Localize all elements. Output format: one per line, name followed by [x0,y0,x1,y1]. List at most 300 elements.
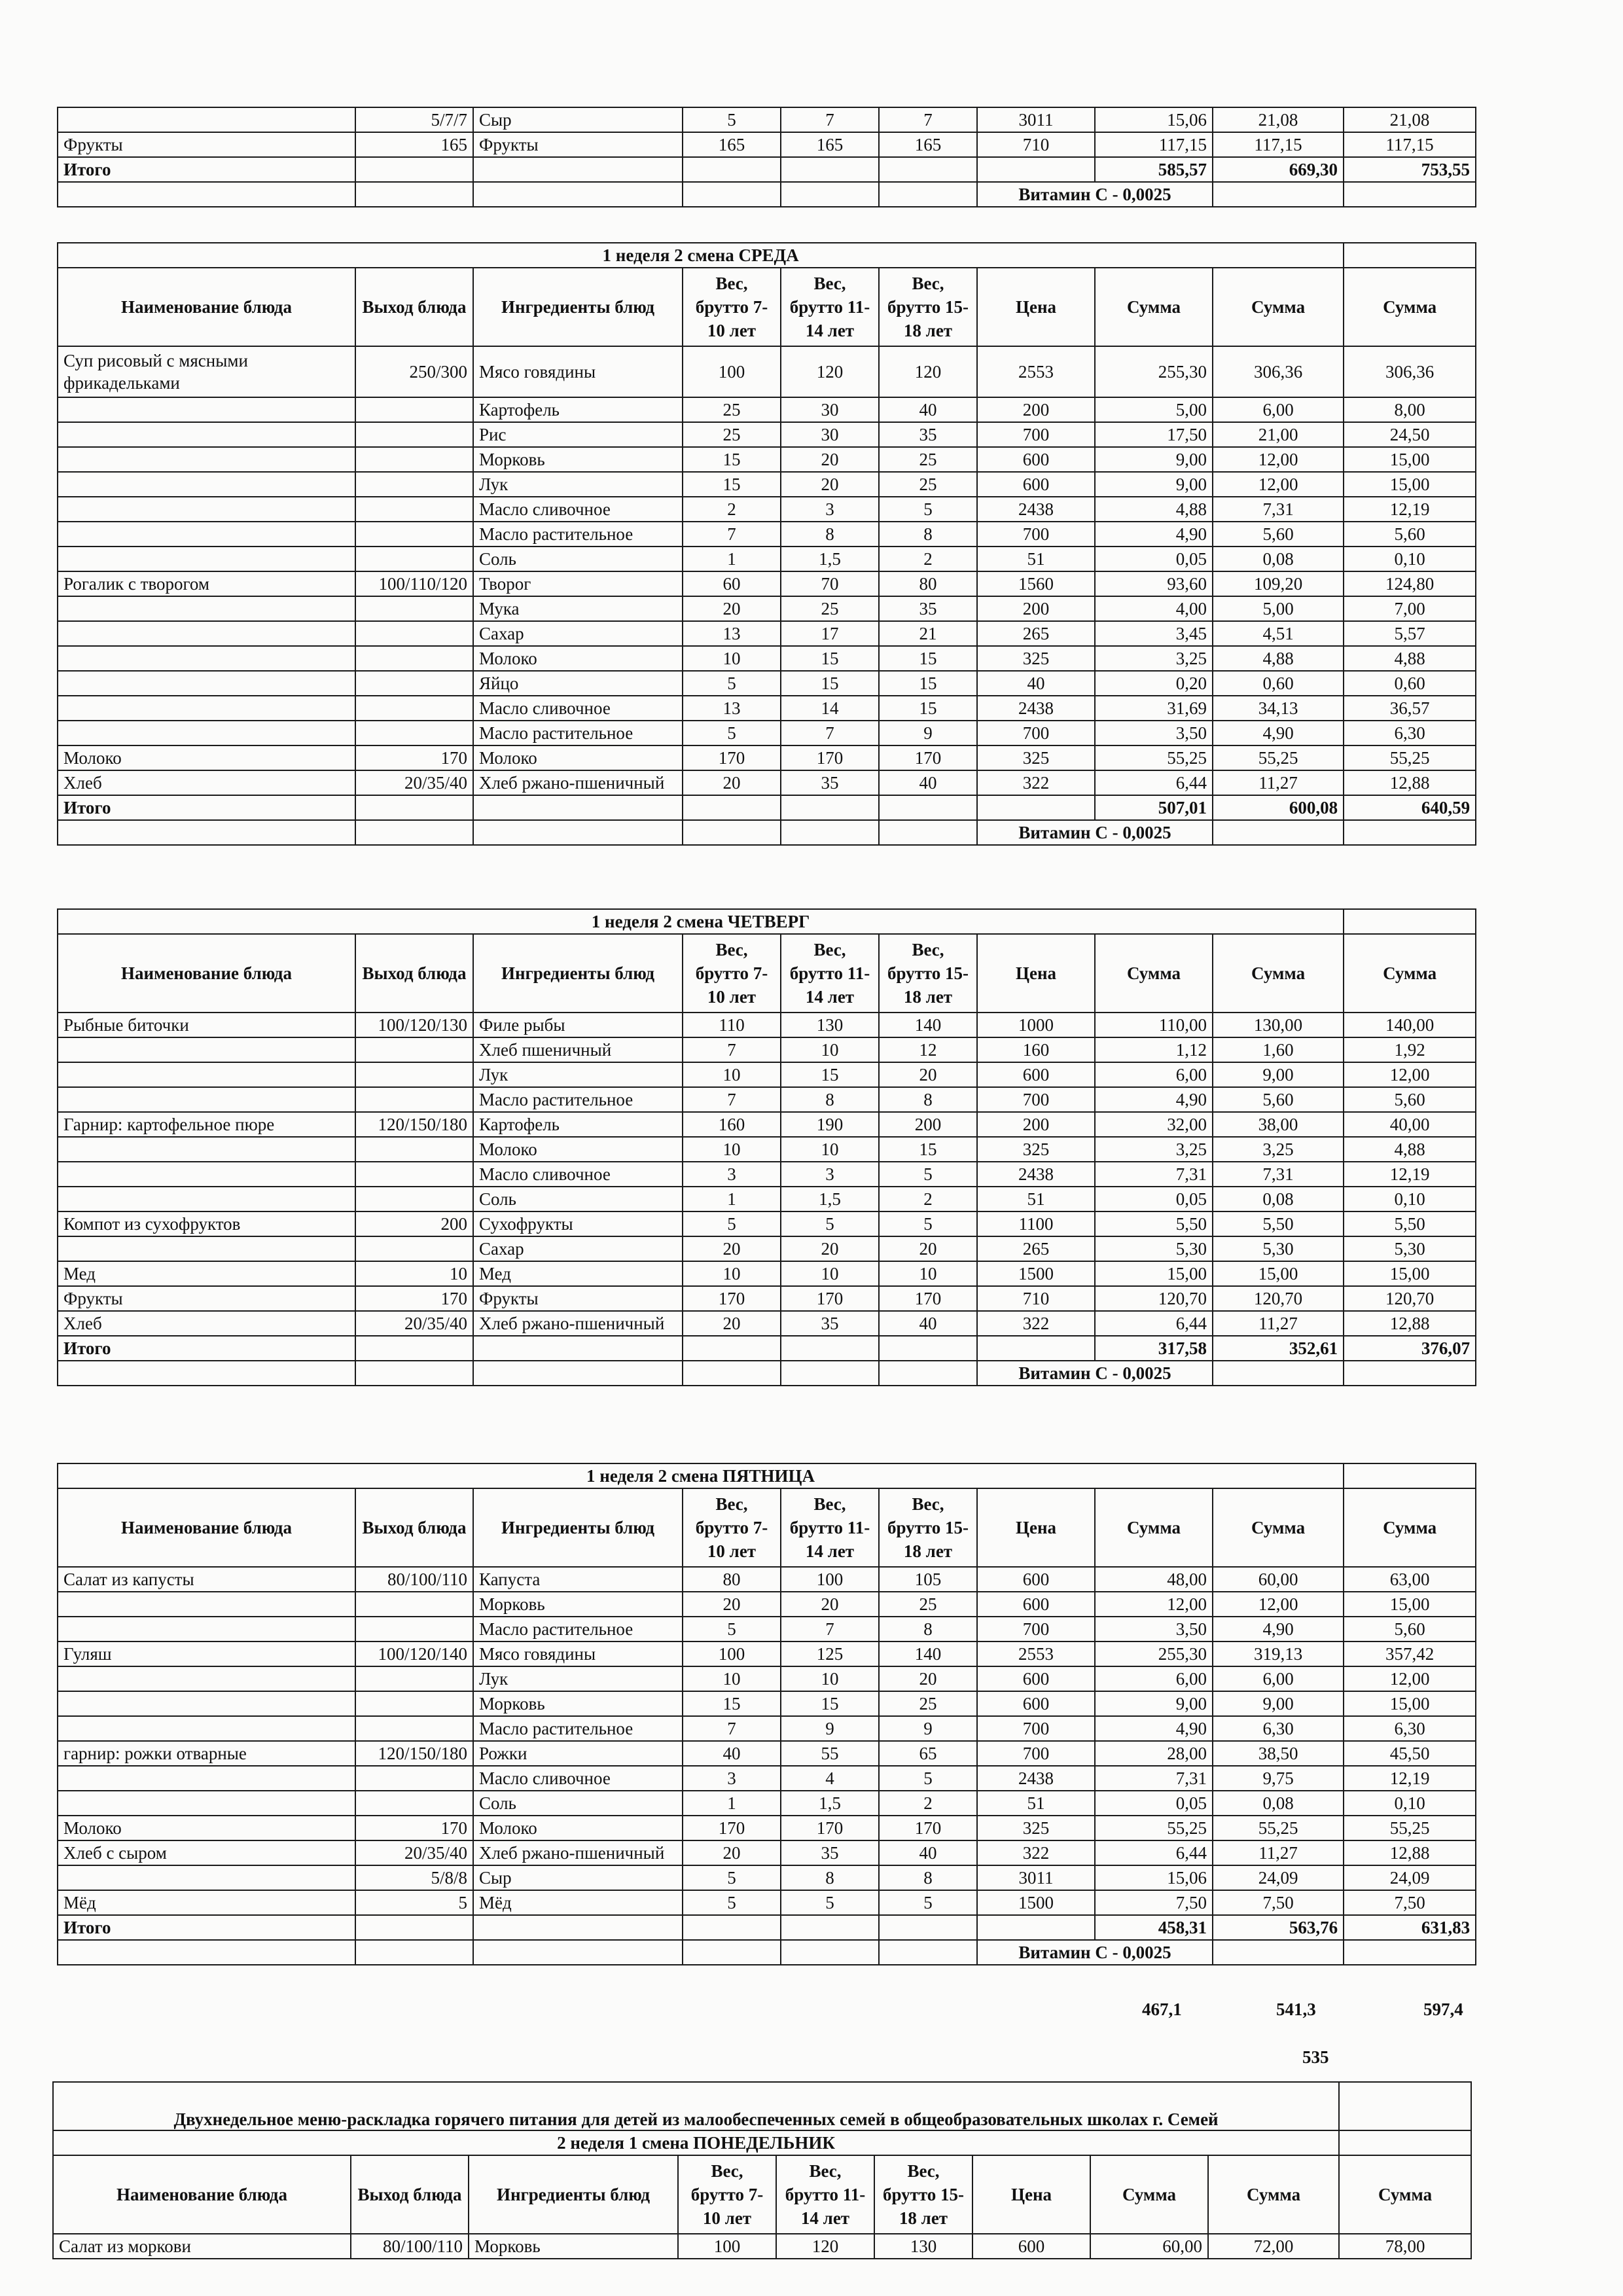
cell-weight-15-18: 40 [879,397,977,422]
cell-sum-3: 8,00 [1344,397,1476,422]
cell-price: 1000 [977,1013,1095,1037]
table-row [58,1236,1476,1261]
cell-sum-3: 5,30 [1344,1236,1476,1261]
total-label: Итого [58,1336,355,1361]
cell-sum-1: 3,25 [1095,1137,1213,1162]
table-row [58,1592,1476,1617]
top-rows [58,107,1476,157]
cell-weight-11-14: 8 [781,1865,879,1890]
cell-sum-1: 4,88 [1095,497,1213,522]
cell-price: 325 [977,1137,1095,1162]
cell-sum-3: 5,60 [1344,1087,1476,1112]
header-sum-2: Сумма [1208,2155,1339,2234]
cell-sum-2: 5,60 [1213,522,1344,547]
cell-weight-11-14: 190 [781,1112,879,1137]
cell-price: 200 [977,596,1095,621]
cell-price: 51 [977,1791,1095,1816]
table-row [58,1691,1476,1716]
cell-yield [355,1062,473,1087]
cell-ingredient: Масло сливочное [473,696,683,721]
cell-sum-1: 55,25 [1095,1816,1213,1840]
stray-total-2: 541,3 [1276,2000,1316,2019]
cell-sum-1: 5,50 [1095,1211,1213,1236]
table-row [58,646,1476,671]
table-row [58,1286,1476,1311]
cell-sum-3: 140,00 [1344,1013,1476,1037]
cell-weight-7-10: 10 [683,1062,781,1087]
cell-weight-11-14: 120 [781,346,879,397]
thursday-section [57,908,1475,1386]
cell-weight-15-18: 40 [879,1840,977,1865]
cell-yield: 80/100/110 [355,1567,473,1592]
cell-price: 325 [977,1816,1095,1840]
total-row [58,1915,1476,1940]
cell-sum-3: 12,19 [1344,497,1476,522]
cell-dish-name [58,646,355,671]
cell-yield: 170 [355,745,473,770]
cell-weight-7-10: 10 [683,1261,781,1286]
cell-ingredient: Мясо говядины [473,1641,683,1666]
cell-sum-1: 0,05 [1095,547,1213,571]
cell-sum-1: 120,70 [1095,1286,1213,1311]
cell-sum-2: 9,75 [1213,1766,1344,1791]
cell-yield [355,447,473,472]
cell-dish-name: Салат из моркови [53,2234,351,2259]
cell-weight-15-18: 20 [879,1062,977,1087]
cell-sum-3: 4,88 [1344,646,1476,671]
cell-dish-name [58,1236,355,1261]
table-row [58,1617,1476,1641]
menu-heading: Двухнедельное меню-раскладка горячего питания для детей из малообеспеченных семей в общеобразовательных школах г. Семей [53,2082,1339,2130]
cell-sum-3: 5,60 [1344,522,1476,547]
cell-sum-1: 15,06 [1095,1865,1213,1890]
cell-sum-3: 78,00 [1339,2234,1471,2259]
day-title: 1 неделя 2 смена СРЕДА [58,243,1344,268]
cell-price: 3011 [977,1865,1095,1890]
cell-sum-3: 6,30 [1344,721,1476,745]
table-row [58,1013,1476,1037]
cell-weight-7-10: 5 [683,1617,781,1641]
cell-ingredient: Соль [473,547,683,571]
cell-weight-11-14: 25 [781,596,879,621]
cell-ingredient: Морковь [473,1592,683,1617]
cell-weight-15-18: 20 [879,1666,977,1691]
table-row [58,522,1476,547]
cell-sum-2: 38,00 [1213,1112,1344,1137]
cell-dish-name: Молоко [58,1816,355,1840]
cell-price: 265 [977,1236,1095,1261]
table-row [58,1816,1476,1840]
cell-dish-name: Гуляш [58,1641,355,1666]
cell-weight-15-18: 8 [879,1865,977,1890]
cell-yield: 20/35/40 [355,1311,473,1336]
cell-ingredient: Морковь [469,2234,678,2259]
cell-sum-2: 6,30 [1213,1716,1344,1741]
vitamin-row [58,182,1476,207]
cell-dish-name [58,547,355,571]
cell-yield: 250/300 [355,346,473,397]
cell-price: 600 [977,1567,1095,1592]
cell-ingredient: Молоко [473,1137,683,1162]
cell-ingredient: Масло сливочное [473,497,683,522]
day-title-row [58,909,1476,934]
cell-weight-11-14: 15 [781,1691,879,1716]
cell-sum-3: 120,70 [1344,1286,1476,1311]
cell-sum-1: 5,30 [1095,1236,1213,1261]
cell-price: 265 [977,621,1095,646]
header-weight-7-10: Вес, брутто 7-10 лет [678,2155,776,2234]
table-row [58,1840,1476,1865]
cell-weight-7-10: 13 [683,696,781,721]
cell-weight-11-14: 3 [781,497,879,522]
cell-yield [355,1691,473,1716]
cell-weight-7-10: 60 [683,571,781,596]
table-row [58,1087,1476,1112]
header-weight-15-18: Вес, брутто 15-18 лет [879,1488,977,1567]
cell-weight-15-18: 2 [879,1187,977,1211]
header-sum-1: Сумма [1095,1488,1213,1567]
cell-weight-11-14: 15 [781,671,879,696]
table-row [58,1567,1476,1592]
cell-sum-1: 5,00 [1095,397,1213,422]
table-row [58,671,1476,696]
cell-sum-1: 4,90 [1095,522,1213,547]
cell-ingredient: Сахар [473,621,683,646]
cell-weight-15-18: 5 [879,1766,977,1791]
table-row [58,346,1476,397]
cell-weight-15-18: 8 [879,522,977,547]
wednesday-section [57,242,1475,846]
wednesday-rows [58,346,1476,795]
menu-heading-row [53,2082,1471,2130]
table-row [58,1791,1476,1816]
table-row [58,1112,1476,1137]
cell-ingredient: Картофель [473,397,683,422]
cell-weight-7-10: 15 [683,472,781,497]
table-row [58,447,1476,472]
cell-sum-2: 0,08 [1213,1187,1344,1211]
table-row [58,1311,1476,1336]
cell-sum-3: 24,50 [1344,422,1476,447]
header-sum-1: Сумма [1095,934,1213,1013]
cell-weight-11-14: 9 [781,1716,879,1741]
cell-sum-1: 12,00 [1095,1592,1213,1617]
header-weight-15-18: Вес, брутто 15-18 лет [879,268,977,346]
cell-yield: 170 [355,1816,473,1840]
cell-weight-7-10: 20 [683,1840,781,1865]
cell-dish-name [58,1592,355,1617]
cell-weight-15-18: 25 [879,1691,977,1716]
cell-ingredient: Морковь [473,1691,683,1716]
cell-yield: 165 [355,132,473,157]
cell-weight-15-18: 35 [879,596,977,621]
cell-weight-15-18: 25 [879,472,977,497]
cell-dish-name [58,1137,355,1162]
cell-sum-2: 117,15 [1213,132,1344,157]
cell-yield: 80/100/110 [351,2234,469,2259]
table-row [58,696,1476,721]
cell-weight-11-14: 10 [781,1261,879,1286]
cell-sum-1: 3,50 [1095,1617,1213,1641]
cell-sum-2: 4,90 [1213,721,1344,745]
cell-sum-3: 7,50 [1344,1890,1476,1915]
cell-sum-2: 4,90 [1213,1617,1344,1641]
cell-weight-11-14: 10 [781,1037,879,1062]
cell-sum-1: 32,00 [1095,1112,1213,1137]
table-row [58,422,1476,447]
cell-weight-15-18: 170 [879,1816,977,1840]
cell-ingredient: Лук [473,1062,683,1087]
cell-sum-1: 9,00 [1095,447,1213,472]
cell-weight-11-14: 100 [781,1567,879,1592]
cell-weight-7-10: 25 [683,397,781,422]
cell-yield [355,1037,473,1062]
cell-dish-name: гарнир: рожки отварные [58,1741,355,1766]
cell-sum-2: 11,27 [1213,770,1344,795]
table-row [58,571,1476,596]
cell-weight-15-18: 5 [879,1211,977,1236]
vitamin-label: Витамин С - 0,0025 [977,1361,1213,1386]
cell-weight-15-18: 165 [879,132,977,157]
cell-yield: 120/150/180 [355,1112,473,1137]
cell-dish-name [58,621,355,646]
cell-sum-1: 4,00 [1095,596,1213,621]
cell-sum-2: 24,09 [1213,1865,1344,1890]
vitamin-row [58,820,1476,845]
cell-ingredient: Фрукты [473,1286,683,1311]
cell-sum-1: 4,90 [1095,1716,1213,1741]
cell-yield [355,621,473,646]
cell-yield [355,472,473,497]
cell-sum-1: 93,60 [1095,571,1213,596]
cell-weight-11-14: 4 [781,1766,879,1791]
cell-weight-15-18: 20 [879,1236,977,1261]
cell-sum-2: 5,60 [1213,1087,1344,1112]
cell-price: 700 [977,1087,1095,1112]
cell-sum-2: 120,70 [1213,1286,1344,1311]
cell-dish-name [58,1865,355,1890]
cell-weight-7-10: 15 [683,1691,781,1716]
cell-weight-11-14: 20 [781,472,879,497]
header-yield: Выход блюда [355,934,473,1013]
cell-price: 1560 [977,571,1095,596]
cell-weight-7-10: 25 [683,422,781,447]
cell-sum-3: 0,10 [1344,547,1476,571]
table-row [58,1187,1476,1211]
cell-sum-2: 6,00 [1213,1666,1344,1691]
cell-price: 51 [977,1187,1095,1211]
cell-sum-3: 5,50 [1344,1211,1476,1236]
cell-price: 600 [977,1666,1095,1691]
cell-weight-7-10: 5 [683,1211,781,1236]
cell-weight-7-10: 80 [683,1567,781,1592]
stray-total-1: 467,1 [1142,2000,1182,2019]
cell-ingredient: Творог [473,571,683,596]
cell-sum-3: 1,92 [1344,1037,1476,1062]
cell-weight-11-14: 20 [781,1592,879,1617]
total-row [58,1336,1476,1361]
cell-sum-2: 1,60 [1213,1037,1344,1062]
cell-sum-1: 31,69 [1095,696,1213,721]
cell-weight-7-10: 1 [683,547,781,571]
cell-weight-15-18: 15 [879,671,977,696]
header-sum-1: Сумма [1095,268,1213,346]
day-title-row [53,2130,1471,2155]
cell-sum-2: 60,00 [1213,1567,1344,1592]
cell-ingredient: Мука [473,596,683,621]
cell-price: 2438 [977,696,1095,721]
cell-dish-name [58,1791,355,1816]
cell-sum-1: 17,50 [1095,422,1213,447]
cell-sum-3: 0,60 [1344,671,1476,696]
cell-weight-7-10: 20 [683,770,781,795]
cell-sum-1: 48,00 [1095,1567,1213,1592]
cell-sum-3: 15,00 [1344,447,1476,472]
header-ingredients: Ингредиенты блюд [473,934,683,1013]
cell-sum-1: 3,50 [1095,721,1213,745]
cell-dish-name [58,1187,355,1211]
cell-sum-2: 7,31 [1213,497,1344,522]
cell-weight-15-18: 25 [879,1592,977,1617]
cell-sum-1: 3,45 [1095,621,1213,646]
cell-weight-11-14: 35 [781,770,879,795]
cell-weight-15-18: 2 [879,1791,977,1816]
cell-sum-1: 3,25 [1095,646,1213,671]
cell-sum-3: 12,19 [1344,1162,1476,1187]
cell-ingredient: Масло сливочное [473,1766,683,1791]
cell-dish-name: Мед [58,1261,355,1286]
cell-ingredient: Яйцо [473,671,683,696]
cell-sum-1: 255,30 [1095,346,1213,397]
cell-sum-3: 36,57 [1344,696,1476,721]
cell-weight-15-18: 65 [879,1741,977,1766]
cell-ingredient: Масло растительное [473,1716,683,1741]
cell-weight-15-18: 10 [879,1261,977,1286]
cell-ingredient: Сухофрукты [473,1211,683,1236]
cell-price: 600 [977,447,1095,472]
cell-weight-11-14: 5 [781,1890,879,1915]
header-row [58,1488,1476,1567]
cell-price: 160 [977,1037,1095,1062]
cell-sum-2: 55,25 [1213,745,1344,770]
cell-ingredient: Сыр [473,1865,683,1890]
cell-sum-3: 0,10 [1344,1791,1476,1816]
header-row [58,934,1476,1013]
cell-yield [355,1617,473,1641]
cell-ingredient: Молоко [473,745,683,770]
cell-ingredient: Масло сливочное [473,1162,683,1187]
cell-weight-7-10: 20 [683,1311,781,1336]
table-row [58,1865,1476,1890]
cell-weight-11-14: 7 [781,721,879,745]
cell-sum-3: 12,88 [1344,1840,1476,1865]
cell-weight-7-10: 3 [683,1162,781,1187]
cell-ingredient: Масло растительное [473,1617,683,1641]
day-title-row [58,243,1476,268]
cell-weight-15-18: 5 [879,497,977,522]
cell-dish-name: Хлеб [58,770,355,795]
cell-price: 700 [977,522,1095,547]
cell-weight-11-14: 8 [781,1087,879,1112]
header-yield: Выход блюда [355,268,473,346]
cell-weight-11-14: 8 [781,522,879,547]
cell-sum-2: 4,51 [1213,621,1344,646]
header-sum-2: Сумма [1213,1488,1344,1567]
cell-yield: 100/120/130 [355,1013,473,1037]
table-row [58,1741,1476,1766]
cell-yield [355,646,473,671]
cell-weight-11-14: 120 [776,2234,874,2259]
header-sum-3: Сумма [1344,934,1476,1013]
thursday-rows [58,1013,1476,1336]
cell-weight-15-18: 8 [879,1617,977,1641]
cell-sum-3: 15,00 [1344,1592,1476,1617]
cell-sum-1: 6,44 [1095,1840,1213,1865]
cell-sum-3: 15,00 [1344,472,1476,497]
cell-price: 700 [977,721,1095,745]
cell-sum-2: 0,60 [1213,671,1344,696]
cell-weight-15-18: 9 [879,1716,977,1741]
cell-sum-3: 5,60 [1344,1617,1476,1641]
header-dish: Наименование блюда [58,934,355,1013]
cell-sum-3: 12,00 [1344,1062,1476,1087]
cell-sum-1: 0,05 [1095,1187,1213,1211]
cell-dish-name [58,107,355,132]
cell-dish-name: Компот из сухофруктов [58,1211,355,1236]
cell-ingredient: Рожки [473,1741,683,1766]
cell-ingredient: Мясо говядины [473,346,683,397]
header-dish: Наименование блюда [53,2155,351,2234]
cell-price: 700 [977,1716,1095,1741]
cell-price: 2438 [977,1766,1095,1791]
cell-yield [355,696,473,721]
cell-weight-7-10: 7 [683,1087,781,1112]
cell-weight-15-18: 2 [879,547,977,571]
cell-yield [355,596,473,621]
cell-sum-1: 7,50 [1095,1890,1213,1915]
cell-weight-7-10: 40 [683,1741,781,1766]
cell-dish-name: Мёд [58,1890,355,1915]
cell-yield: 170 [355,1286,473,1311]
monday-section [52,2081,1471,2259]
cell-sum-2: 72,00 [1208,2234,1339,2259]
header-yield: Выход блюда [355,1488,473,1567]
cell-ingredient: Соль [473,1791,683,1816]
cell-weight-11-14: 5 [781,1211,879,1236]
cell-price: 1500 [977,1261,1095,1286]
cell-weight-11-14: 30 [781,397,879,422]
cell-yield: 10 [355,1261,473,1286]
cell-sum-2: 12,00 [1213,472,1344,497]
header-sum-3: Сумма [1344,268,1476,346]
cell-dish-name: Рогалик с творогом [58,571,355,596]
cell-ingredient: Масло растительное [473,1087,683,1112]
cell-weight-7-10: 13 [683,621,781,646]
cell-yield [355,1592,473,1617]
cell-sum-3: 124,80 [1344,571,1476,596]
cell-yield: 5/8/8 [355,1865,473,1890]
cell-sum-3: 21,08 [1344,107,1476,132]
cell-weight-15-18: 15 [879,696,977,721]
total-sum-3: 753,55 [1344,157,1476,182]
cell-sum-3: 40,00 [1344,1112,1476,1137]
cell-weight-11-14: 125 [781,1641,879,1666]
cell-ingredient: Молоко [473,646,683,671]
cell-price: 322 [977,1840,1095,1865]
table-row [58,1641,1476,1666]
cell-yield [355,1137,473,1162]
header-ingredients: Ингредиенты блюд [473,268,683,346]
